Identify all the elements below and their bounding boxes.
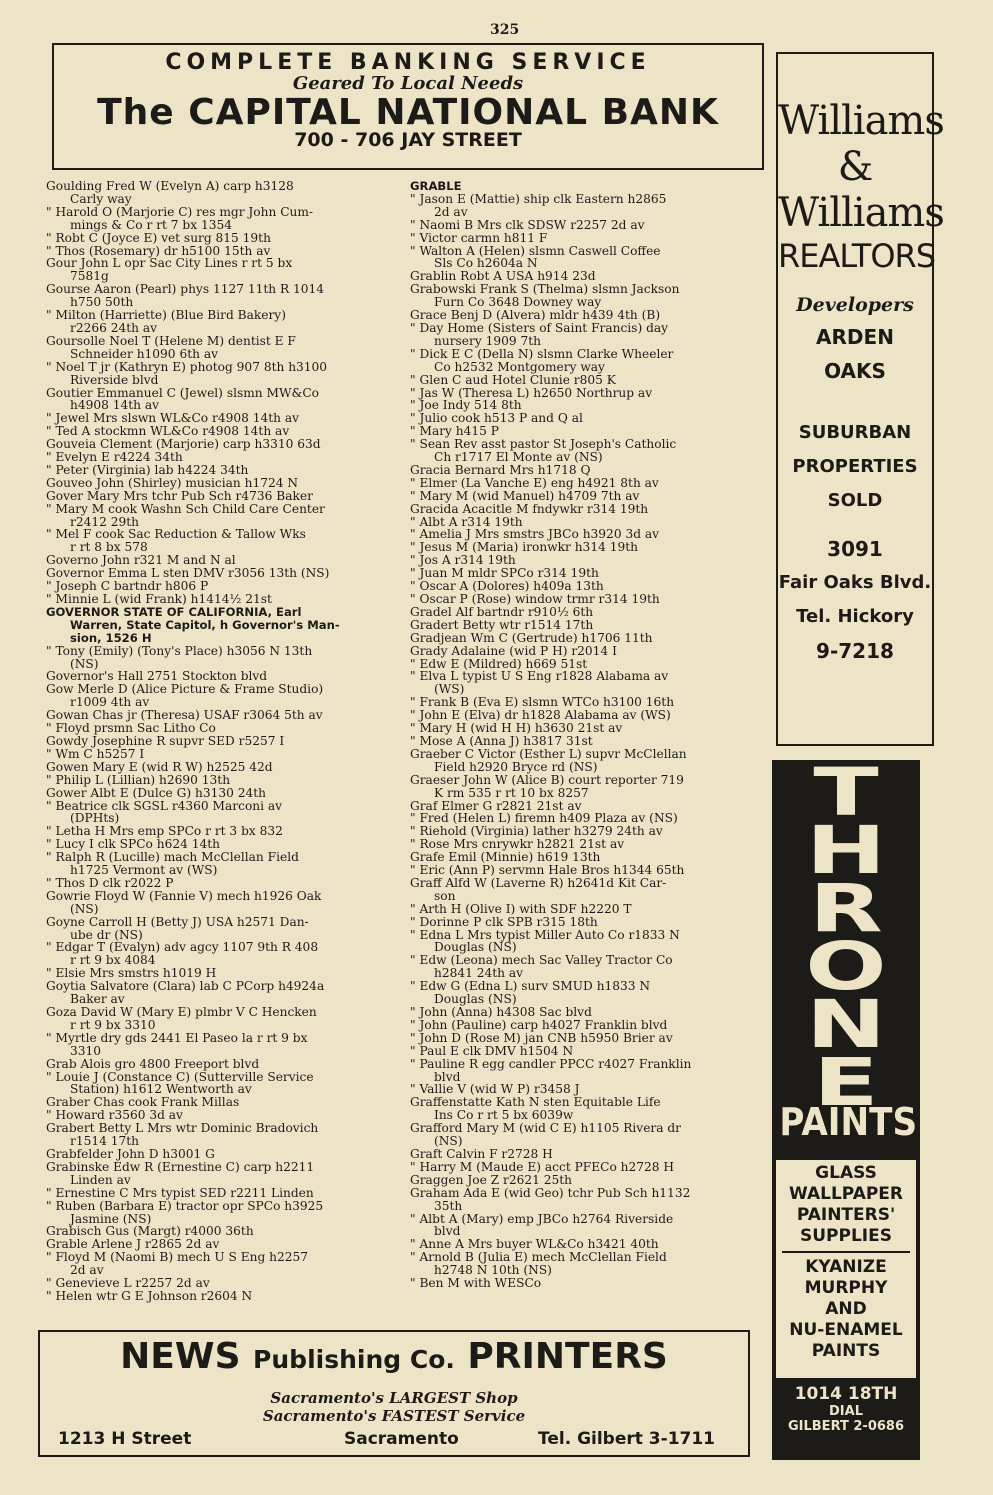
directory-entry: " Ernestine C Mrs typist SED r2211 Linden bbox=[46, 1185, 314, 1200]
directory-entry: Grabert Betty L Mrs wtr Dominic Bradovich bbox=[46, 1121, 319, 1136]
realtor-ampersand: & bbox=[837, 144, 873, 190]
directory-entry: " Arnold B (Julia E) mech McClellan Field bbox=[410, 1250, 667, 1265]
throne-letter: H bbox=[805, 812, 887, 889]
directory-entry: GOVERNOR STATE OF CALIFORNIA, Earl bbox=[46, 604, 302, 619]
directory-entry: " Philip L (Lillian) h2690 13th bbox=[46, 772, 231, 787]
directory-entry-continuation: r1009 4th av bbox=[70, 695, 150, 710]
throne-wallpaper: WALLPAPER bbox=[788, 1184, 904, 1204]
directory-entry: " Milton (Harriette) (Blue Bird Bakery) bbox=[46, 308, 286, 323]
directory-entry-continuation: h2748 N 10th (NS) bbox=[434, 1263, 552, 1278]
directory-entry-continuation: r rt 8 bx 578 bbox=[70, 540, 148, 555]
directory-entry-continuation: (NS) bbox=[70, 656, 99, 671]
directory-entry: " Glen C aud Hotel Clunie r805 K bbox=[410, 372, 616, 387]
directory-entry: Gowrie Floyd W (Fannie V) mech h1926 Oak bbox=[46, 888, 322, 903]
directory-entry: " Letha H Mrs emp SPCo r rt 3 bx 832 bbox=[46, 824, 283, 839]
directory-entry: Gowen Mary E (wid R W) h2525 42d bbox=[46, 759, 273, 774]
directory-entry: Grabisch Gus (Margt) r4000 36th bbox=[46, 1224, 254, 1239]
throne-letter: O bbox=[805, 928, 887, 1005]
directory-entry: Gracida Acacitle M fndywkr r314 19th bbox=[410, 501, 649, 516]
directory-entry: " Ted A stockmn WL&Co r4908 14th av bbox=[46, 424, 290, 439]
directory-entry: " Pauline R egg candler PPCC r4027 Franklin bbox=[410, 1056, 692, 1071]
news-publishing-name-printers: PRINTERS bbox=[467, 1336, 668, 1377]
directory-entry-continuation: son bbox=[434, 888, 456, 903]
directory-entry-continuation: 3310 bbox=[70, 1043, 102, 1058]
directory-entry: Grafford Mary M (wid C E) h1105 Rivera dr bbox=[410, 1121, 681, 1136]
directory-entry: Goyne Carroll H (Betty J) USA h2571 Dan- bbox=[46, 914, 309, 929]
throne-supplies: SUPPLIES bbox=[800, 1226, 892, 1246]
directory-entry-continuation: 2d av bbox=[70, 1263, 104, 1278]
realtor-phone: 9-7218 bbox=[816, 639, 894, 663]
directory-entry-continuation: ube dr (NS) bbox=[70, 927, 143, 942]
directory-entry-continuation: Jasmine (NS) bbox=[70, 1211, 152, 1226]
directory-entry: Governor Emma L sten DMV r3056 13th (NS) bbox=[46, 566, 330, 581]
directory-entry: " Edgar T (Evalyn) adv agcy 1107 9th R 408 bbox=[46, 940, 319, 955]
directory-entry-continuation: r2266 24th av bbox=[70, 320, 157, 335]
directory-entry: Gouveia Clement (Marjorie) carp h3310 63d bbox=[46, 437, 321, 452]
directory-entry: Graber Chas cook Frank Millas bbox=[46, 1095, 240, 1110]
throne-and: AND bbox=[825, 1299, 867, 1319]
directory-entry: " Mary h415 P bbox=[410, 424, 499, 439]
directory-entry-continuation: Station) h1612 Wentworth av bbox=[70, 1082, 252, 1097]
realtor-street-number: 3091 bbox=[827, 537, 883, 561]
directory-entry: " Edw G (Edna L) surv SMUD h1833 N bbox=[410, 979, 651, 994]
directory-entry: Graffenstatte Kath N sten Equitable Life bbox=[410, 1095, 661, 1110]
directory-entry: " Minnie L (wid Frank) h1414½ 21st bbox=[46, 592, 272, 606]
directory-entry: " Lucy I clk SPCo h624 14th bbox=[46, 837, 221, 852]
directory-entry-continuation: r1514 17th bbox=[70, 1134, 139, 1149]
directory-entry: " Jesus M (Maria) ironwkr h314 19th bbox=[410, 540, 638, 555]
directory-entry-continuation: sion, 1526 H bbox=[70, 630, 152, 645]
directory-entry-continuation: (DPHts) bbox=[70, 811, 120, 826]
directory-entry-continuation: Warren, State Capitol, h Governor's Man- bbox=[70, 617, 340, 632]
directory-entry-continuation: r2412 29th bbox=[70, 514, 139, 529]
directory-entry: " Thos (Rosemary) dr h5100 15th av bbox=[46, 243, 271, 258]
directory-entry: " Tony (Emily) (Tony's Place) h3056 N 13th bbox=[46, 643, 313, 658]
directory-entry: " Helen wtr G E Johnson r2604 N bbox=[46, 1288, 253, 1303]
directory-entry: " Edna L Mrs typist Miller Auto Co r1833 N bbox=[410, 927, 680, 942]
realtor-developers: Developers bbox=[796, 294, 914, 316]
directory-entry-continuation: K rm 535 r rt 10 bx 8257 bbox=[434, 785, 589, 800]
directory-entry-continuation: blvd bbox=[434, 1069, 461, 1084]
directory-entry: " Floyd prsmn Sac Litho Co bbox=[46, 721, 216, 736]
directory-entry: " Floyd M (Naomi B) mech U S Eng h2257 bbox=[46, 1250, 308, 1265]
directory-entry: " Mary H (wid H H) h3630 21st av bbox=[410, 721, 623, 736]
realtor-tel: Tel. Hickory bbox=[796, 606, 914, 627]
directory-entry: " Julio cook h513 P and Q al bbox=[410, 411, 583, 426]
directory-entry: Goursolle Noel T (Helene M) dentist E F bbox=[46, 333, 296, 348]
directory-entry: Gracia Bernard Mrs h1718 Q bbox=[410, 462, 591, 477]
realtor-suburban: SUBURBAN bbox=[798, 422, 912, 443]
directory-entry-continuation: h4908 14th av bbox=[70, 398, 160, 413]
news-publishing-city: Sacramento bbox=[344, 1429, 459, 1449]
directory-entry: " Wm C h5257 I bbox=[46, 746, 145, 761]
directory-entry: " Elva L typist U S Eng r1828 Alabama av bbox=[410, 669, 669, 684]
directory-entry: " Howard r3560 3d av bbox=[46, 1108, 183, 1123]
throne-letter: T bbox=[813, 754, 879, 831]
directory-entry: Grafe Emil (Minnie) h619 13th bbox=[410, 850, 601, 865]
throne-phone: GILBERT 2-0686 bbox=[787, 1419, 905, 1434]
directory-entry: Grablin Robt A USA h914 23d bbox=[410, 269, 596, 284]
directory-entry: " Oscar A (Dolores) h409a 13th bbox=[410, 579, 604, 594]
directory-entry: " Jason E (Mattie) ship clk Eastern h2865 bbox=[410, 191, 667, 206]
bank-ad-address: 700 - 706 JAY STREET bbox=[294, 129, 522, 151]
bank-ad-tagline: Geared To Local Needs bbox=[292, 73, 524, 94]
news-publishing-tagline-fastest: Sacramento's FASTEST Service bbox=[262, 1407, 526, 1425]
directory-entry: Gowan Chas jr (Theresa) USAF r3064 5th av bbox=[46, 708, 323, 723]
directory-entry: Gradjean Wm C (Gertrude) h1706 11th bbox=[410, 630, 653, 645]
directory-entry: Goulding Fred W (Evelyn A) carp h3128 bbox=[46, 180, 294, 193]
directory-entry: " Riehold (Virginia) lather h3279 24th av bbox=[410, 824, 663, 839]
directory-entry-continuation: Sls Co h2604a N bbox=[434, 256, 538, 271]
directory-entry-continuation: blvd bbox=[434, 1224, 461, 1239]
directory-entry: Gover Mary Mrs tchr Pub Sch r4736 Baker bbox=[46, 488, 313, 503]
directory-entry: " Sean Rev asst pastor St Joseph's Catholic bbox=[410, 437, 677, 452]
directory-entry: " Fred (Helen L) firemn h409 Plaza av (NS) bbox=[410, 811, 678, 826]
throne-letter: R bbox=[809, 870, 883, 947]
throne-address: 1014 18TH bbox=[794, 1384, 898, 1404]
throne-paints-ad bbox=[772, 754, 920, 1460]
directory-entry-continuation: Ch r1717 El Monte av (NS) bbox=[434, 450, 603, 465]
directory-entry: " Myrtle dry gds 2441 El Paseo la r rt 9 bx bbox=[46, 1030, 308, 1045]
directory-entry: " Noel T jr (Kathryn E) photog 907 8th h3100 bbox=[46, 359, 328, 374]
directory-entry: Governo John r321 M and N al bbox=[46, 553, 236, 568]
directory-entry: " Frank B (Eva E) slsmn WTCo h3100 16th bbox=[410, 695, 675, 710]
directory-entry: Grab Alois gro 4800 Freeport blvd bbox=[46, 1056, 260, 1071]
directory-entry: Gourse Aaron (Pearl) phys 1127 11th R 1014 bbox=[46, 282, 325, 297]
directory-entry: " Albt A (Mary) emp JBCo h2764 Riverside bbox=[410, 1211, 674, 1226]
directory-entry-continuation: Furn Co 3648 Downey way bbox=[434, 295, 602, 310]
directory-entry-continuation: (WS) bbox=[434, 682, 465, 697]
directory-entry-continuation: h1725 Vermont av (WS) bbox=[70, 863, 218, 878]
directory-entry-continuation: r rt 9 bx 4084 bbox=[70, 953, 156, 968]
directory-entry: " Elsie Mrs smstrs h1019 H bbox=[46, 966, 217, 981]
directory-entry: Grady Adalaine (wid P H) r2014 I bbox=[410, 643, 617, 658]
directory-entry-continuation: nursery 1909 7th bbox=[434, 333, 541, 348]
directory-entry-continuation: Linden av bbox=[70, 1172, 131, 1187]
news-publishing-address: 1213 H Street bbox=[58, 1429, 192, 1449]
directory-entry: Graff Alfd W (Laverne R) h2641d Kit Car- bbox=[410, 875, 667, 890]
directory-entry: " Mose A (Anna J) h3817 31st bbox=[410, 733, 593, 748]
news-publishing-name-news: NEWS bbox=[120, 1336, 241, 1377]
directory-entry: " Evelyn E r4224 34th bbox=[46, 450, 183, 465]
directory-entry-continuation: Douglas (NS) bbox=[434, 940, 517, 955]
directory-entry: " Mary M (wid Manuel) h4709 7th av bbox=[410, 488, 640, 503]
directory-entry-continuation: r rt 9 bx 3310 bbox=[70, 1017, 156, 1032]
directory-entry: " Joseph C bartndr h806 P bbox=[46, 579, 209, 594]
directory-entry: " Elmer (La Vanche E) eng h4921 8th av bbox=[410, 475, 659, 490]
realtor-label: REALTORS bbox=[778, 237, 936, 275]
throne-letter: E bbox=[813, 1044, 879, 1121]
throne-murphy: MURPHY bbox=[804, 1278, 888, 1298]
throne-brand bbox=[772, 754, 920, 1121]
directory-entry: Grace Benj D (Alvera) mldr h439 4th (B) bbox=[410, 308, 661, 323]
directory-entry-continuation: 2d av bbox=[434, 204, 468, 219]
directory-column-right bbox=[410, 180, 760, 1318]
realtor-arden: ARDEN bbox=[816, 325, 894, 349]
directory-entry: " Harold O (Marjorie C) res mgr John Cum- bbox=[46, 204, 314, 219]
directory-entry: " Louie J (Constance C) (Sutterville Service bbox=[46, 1069, 314, 1084]
directory-entry: Gow Merle D (Alice Picture & Frame Studio) bbox=[46, 682, 324, 697]
directory-entry: " Naomi B Mrs clk SDSW r2257 2d av bbox=[410, 217, 645, 232]
directory-entry: Gradert Betty wtr r1514 17th bbox=[410, 617, 594, 632]
news-publishing-tagline-largest: Sacramento's LARGEST Shop bbox=[270, 1389, 518, 1407]
directory-entry: " Oscar P (Rose) window trmr r314 19th bbox=[410, 592, 660, 606]
news-publishing-name-company: Publishing Co. bbox=[253, 1345, 455, 1374]
directory-entry: " Walton A (Helen) slsmn Caswell Coffee bbox=[410, 243, 661, 258]
directory-entry: " Ben M with WESCo bbox=[410, 1276, 542, 1291]
directory-entry-continuation: Ins Co r rt 5 bx 6039w bbox=[434, 1108, 574, 1123]
throne-paints-2: PAINTS bbox=[811, 1341, 881, 1361]
directory-entry: Grabfelder John D h3001 G bbox=[46, 1146, 215, 1161]
capital-national-bank-ad bbox=[52, 43, 764, 170]
throne-paints-label: PAINTS bbox=[779, 1100, 918, 1144]
directory-entry-continuation: (NS) bbox=[434, 1134, 463, 1149]
directory-entry: Goza David W (Mary E) plmbr V C Hencken bbox=[46, 1005, 317, 1019]
directory-entry-continuation: Field h2920 Bryce rd (NS) bbox=[434, 759, 598, 774]
directory-entry: " Amelia J Mrs smstrs JBCo h3920 3d av bbox=[410, 527, 660, 542]
directory-entry: " Eric (Ann P) servmn Hale Bros h1344 65th bbox=[410, 863, 685, 878]
directory-entry: Gower Albt E (Dulce G) h3130 24th bbox=[46, 785, 267, 800]
directory-entry: " John (Anna) h4308 Sac blvd bbox=[410, 1005, 592, 1019]
directory-entry: " Beatrice clk SGSL r4360 Marconi av bbox=[46, 798, 283, 813]
directory-entry: Graggen Joe Z r2621 25th bbox=[410, 1172, 572, 1187]
directory-entry-continuation: mings & Co r rt 7 bx 1354 bbox=[70, 217, 232, 232]
directory-entry: " Edw (Leona) mech Sac Valley Tractor Co bbox=[410, 953, 673, 968]
bank-ad-name: The CAPITAL NATIONAL BANK bbox=[97, 92, 719, 133]
throne-supplies-box bbox=[776, 1160, 916, 1378]
directory-entry-continuation: h750 50th bbox=[70, 295, 134, 310]
directory-entry: " Thos D clk r2022 P bbox=[46, 875, 174, 890]
directory-entry: " John D (Rose M) jan CNB h5950 Brier av bbox=[410, 1030, 673, 1045]
directory-entry: " Anne A Mrs buyer WL&Co h3421 40th bbox=[410, 1237, 659, 1252]
directory-entry: Graeber C Victor (Esther L) supvr McClellan bbox=[410, 746, 687, 761]
directory-entry: " Genevieve L r2257 2d av bbox=[46, 1276, 210, 1291]
directory-entry: " Robt C (Joyce E) vet surg 815 19th bbox=[46, 230, 271, 245]
directory-entry: " Joe Indy 514 8th bbox=[410, 398, 522, 413]
directory-entry: " Day Home (Sisters of Saint Francis) day bbox=[410, 320, 669, 335]
directory-entry: Gradel Alf bartndr r910½ 6th bbox=[410, 604, 594, 619]
throne-glass: GLASS bbox=[815, 1163, 877, 1183]
throne-letter: N bbox=[805, 986, 887, 1063]
directory-entry: " Rose Mrs cnrywkr h2821 21st av bbox=[410, 837, 625, 852]
news-publishing-ad bbox=[38, 1330, 750, 1457]
realtor-street: Fair Oaks Blvd. bbox=[778, 572, 932, 593]
directory-entry: Graf Elmer G r2821 21st av bbox=[410, 798, 582, 813]
directory-entry: " John (Pauline) carp h4027 Franklin blvd bbox=[410, 1017, 668, 1032]
directory-entry: " Victor carmn h811 F bbox=[410, 230, 548, 245]
directory-entry: Goytia Salvatore (Clara) lab C PCorp h4924a bbox=[46, 979, 325, 994]
directory-entry-continuation: 35th bbox=[434, 1198, 463, 1213]
directory-entry: " Mary M cook Washn Sch Child Care Center bbox=[46, 501, 325, 516]
directory-entry-continuation: (NS) bbox=[70, 901, 99, 916]
directory-entry: Graham Ada E (wid Geo) tchr Pub Sch h1132 bbox=[410, 1185, 691, 1200]
directory-entry: Grabinske Edw R (Ernestine C) carp h2211 bbox=[46, 1159, 315, 1174]
directory-entry: " Ruben (Barbara E) tractor opr SPCo h3925 bbox=[46, 1198, 324, 1213]
directory-entry: " Vallie V (wid W P) r3458 J bbox=[410, 1082, 580, 1097]
realtor-name-2: Williams bbox=[778, 190, 944, 236]
directory-entry: " Paul E clk DMV h1504 N bbox=[410, 1043, 574, 1058]
throne-painters: PAINTERS' bbox=[796, 1205, 896, 1225]
directory-entry: " Jewel Mrs slswn WL&Co r4908 14th av bbox=[46, 411, 299, 426]
realtor-oaks: OAKS bbox=[824, 359, 886, 383]
throne-address-block bbox=[772, 1384, 920, 1434]
directory-entry: " Jas W (Theresa L) h2650 Northrup av bbox=[410, 385, 653, 400]
directory-entry: Grabowski Frank S (Thelma) slsmn Jackson bbox=[410, 282, 680, 297]
directory-entry: " Mel F cook Sac Reduction & Tallow Wks bbox=[46, 527, 306, 542]
directory-entry: " Harry M (Maude E) acct PFECo h2728 H bbox=[410, 1159, 675, 1174]
realtor-sold: SOLD bbox=[827, 490, 883, 511]
directory-entry-continuation: 7581g bbox=[70, 269, 109, 284]
realtor-name-1: Williams bbox=[778, 98, 944, 144]
williams-realtors-ad bbox=[776, 52, 944, 746]
directory-entry-continuation: Riverside blvd bbox=[70, 372, 159, 387]
throne-kyanize: KYANIZE bbox=[805, 1257, 887, 1277]
page-number: 325 bbox=[490, 22, 520, 38]
directory-entry-continuation: Douglas (NS) bbox=[434, 992, 517, 1007]
directory-entry: Gowdy Josephine R supvr SED r5257 I bbox=[46, 733, 285, 748]
directory-entry: Governor's Hall 2751 Stockton blvd bbox=[46, 669, 268, 684]
realtor-properties: PROPERTIES bbox=[792, 456, 918, 477]
throne-divider bbox=[782, 1251, 910, 1253]
directory-column-left bbox=[46, 180, 396, 1318]
directory-entry-continuation: Carly way bbox=[70, 191, 132, 206]
directory-entry: Graft Calvin F r2728 H bbox=[410, 1146, 553, 1161]
news-publishing-ad-headline bbox=[40, 1336, 748, 1377]
directory-entry: Graeser John W (Alice B) court reporter 719 bbox=[410, 772, 684, 787]
bank-ad-headline: COMPLETE BANKING SERVICE bbox=[165, 50, 651, 75]
directory-entry-continuation: h2841 24th av bbox=[434, 966, 524, 981]
directory-entry: " Arth H (Olive I) with SDF h2220 T bbox=[410, 901, 632, 916]
directory-entry: Grable Arlene J r2865 2d av bbox=[46, 1237, 220, 1252]
throne-nuenamel: NU-ENAMEL bbox=[789, 1320, 903, 1340]
directory-entry-continuation: Schneider h1090 6th av bbox=[70, 346, 218, 361]
directory-entry-continuation: Co h2532 Montgomery way bbox=[434, 359, 605, 374]
directory-entry: Goutier Emmanuel C (Jewel) slsmn MW&Co bbox=[46, 385, 320, 400]
directory-entry: " Jos A r314 19th bbox=[410, 553, 516, 568]
news-publishing-phone: Tel. Gilbert 3-1711 bbox=[538, 1429, 716, 1449]
directory-entry: " Albt A r314 19th bbox=[410, 514, 523, 529]
directory-entry: Gouveo John (Shirley) musician h1724 N bbox=[46, 475, 299, 490]
directory-entry: " Edw E (Mildred) h669 51st bbox=[410, 656, 588, 671]
directory-entry: " Peter (Virginia) lab h4224 34th bbox=[46, 462, 249, 477]
directory-entry: " Ralph R (Lucille) mach McClellan Field bbox=[46, 850, 299, 865]
directory-entry-continuation: Baker av bbox=[70, 992, 125, 1007]
directory-entry: " Dick E C (Della N) slsmn Clarke Wheeler bbox=[410, 346, 674, 361]
directory-entry: " Dorinne P clk SPB r315 18th bbox=[410, 914, 598, 929]
directory-entry: Gour John L opr Sac City Lines r rt 5 bx bbox=[46, 256, 293, 271]
throne-dial: DIAL bbox=[829, 1404, 863, 1419]
directory-entry: GRABLE bbox=[410, 180, 462, 193]
directory-entry: " John E (Elva) dr h1828 Alabama av (WS) bbox=[410, 708, 671, 723]
directory-entry: " Juan M mldr SPCo r314 19th bbox=[410, 566, 599, 581]
